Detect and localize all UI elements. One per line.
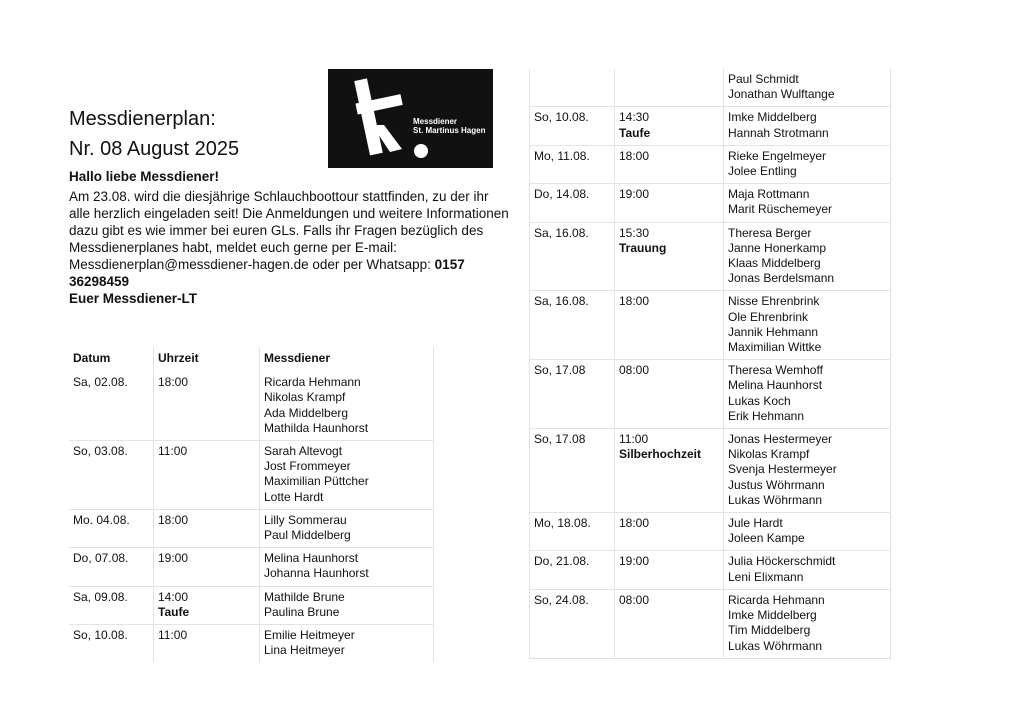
server-name: Nisse Ehrenbrink	[728, 294, 820, 309]
intro-body-text: Am 23.08. wird die diesjährige Schlauchboottour stattfinden, zu der ihr alle herzlich eingeladen seit! Die Anmeldungen und weitere Informationen dazu gibt es wie immer bei euren GLs. Falls ihr Fragen bezüglich des Messdienerplanes habt, meldet euch gerne per E-mail: Messdienerplan@messdiener-hagen.de oder per Whatsapp:	[69, 189, 509, 272]
table-row	[69, 372, 434, 440]
time-text: 14:30	[619, 110, 650, 125]
servers-cell	[724, 184, 891, 222]
intro-text	[69, 168, 509, 307]
time-cell	[615, 429, 724, 513]
server-name: Hannah Strotmann	[728, 125, 829, 140]
date-cell: Do, 21.08.	[530, 551, 615, 589]
table-row	[530, 589, 891, 658]
server-name: Maja Rottmann	[728, 187, 810, 202]
date-cell: So, 17.08	[530, 429, 615, 513]
servers-cell	[260, 372, 434, 440]
servers-cell	[724, 360, 891, 429]
server-name: Emilie Heitmeyer	[264, 628, 355, 643]
servers-cell	[724, 513, 891, 551]
time-cell	[154, 625, 260, 663]
server-name: Marit Rüschemeyer	[728, 202, 833, 217]
servers-cell	[260, 441, 434, 510]
table-row	[530, 429, 891, 513]
server-name: Imke Middelberg	[728, 608, 817, 623]
server-name: Janne Honerkamp	[728, 240, 827, 255]
server-name: Theresa Wemhoff	[728, 363, 823, 378]
server-name: Lukas Wöhrmann	[728, 492, 823, 507]
time-text: 08:00	[619, 363, 650, 378]
servers-cell	[724, 145, 891, 183]
signature: Euer Messdiener-LT	[69, 291, 198, 306]
server-name: Ole Ehrenbrink	[728, 309, 809, 324]
time-cell	[615, 589, 724, 658]
date-cell: Do, 14.08.	[530, 184, 615, 222]
time-cell	[615, 360, 724, 429]
time-text: 11:00	[619, 432, 649, 447]
intro-body	[69, 188, 509, 290]
time-text: 19:00	[619, 554, 650, 569]
date-cell: Sa, 16.08.	[530, 291, 615, 360]
logo-text	[413, 117, 485, 135]
time-text: 19:00	[619, 187, 650, 202]
table-row	[69, 509, 434, 547]
servers-cell	[724, 107, 891, 145]
header-time: Uhrzeit	[154, 347, 260, 372]
server-name: Paulina Brune	[264, 604, 340, 619]
date-cell: So, 10.08.	[530, 107, 615, 145]
server-name: Svenja Hestermeyer	[728, 462, 837, 477]
time-cell	[615, 291, 724, 360]
servers-cell	[260, 625, 434, 663]
server-name: Nikolas Krampf	[264, 390, 346, 405]
date-cell: So, 03.08.	[69, 441, 154, 510]
server-name: Justus Wöhrmann	[728, 477, 825, 492]
server-name: Imke Middelberg	[728, 110, 817, 125]
server-name: Jonas Hestermeyer	[728, 432, 833, 447]
servers-cell	[724, 69, 891, 107]
servers-cell	[724, 222, 891, 291]
server-name: Julia Höckerschmidt	[728, 554, 836, 569]
table-row	[69, 625, 434, 663]
time-cell	[615, 184, 724, 222]
server-name: Maximilian Wittke	[728, 340, 822, 355]
time-text: 18:00	[619, 148, 650, 163]
server-name: Mathilde Brune	[264, 589, 345, 604]
page-title: Messdienerplan:	[69, 108, 216, 130]
greeting: Hallo liebe Messdiener!	[69, 169, 220, 184]
date-cell: Sa, 16.08.	[530, 222, 615, 291]
time-text: 08:00	[619, 592, 650, 607]
server-name: Klaas Middelberg	[728, 256, 821, 271]
page-subtitle: Nr. 08 August 2025	[69, 138, 240, 160]
server-name: Jolee Entling	[728, 164, 797, 179]
server-name: Ricarda Hehmann	[264, 375, 361, 390]
server-name: Lotte Hardt	[264, 489, 324, 504]
header-servers: Messdiener	[260, 347, 434, 372]
table-row	[530, 291, 891, 360]
server-name: Paul Schmidt	[728, 72, 799, 86]
servers-cell	[724, 551, 891, 589]
time-cell	[615, 222, 724, 291]
phone-number: 0157 36298459	[69, 257, 465, 289]
server-name: Nikolas Krampf	[728, 447, 810, 462]
table-row	[530, 184, 891, 222]
server-name: Jannik Hehmann	[728, 324, 819, 339]
time-cell	[154, 441, 260, 510]
header-date: Datum	[73, 351, 111, 365]
servers-cell	[724, 589, 891, 658]
time-cell	[615, 513, 724, 551]
date-cell: So, 17.08	[530, 360, 615, 429]
server-name: Rieke Engelmeyer	[728, 148, 827, 163]
server-name: Erik Hehmann	[728, 408, 805, 423]
time-text: 15:30	[619, 225, 650, 240]
time-cell	[615, 107, 724, 145]
server-name: Joleen Kampe	[728, 531, 805, 546]
server-name: Melina Haunhorst	[264, 551, 359, 566]
table-row	[530, 551, 891, 589]
table-row	[530, 513, 891, 551]
table-row	[530, 69, 891, 107]
time-text: 14:00	[158, 589, 189, 604]
time-cell	[154, 548, 260, 586]
date-cell: Mo. 04.08.	[69, 509, 154, 547]
server-name: Jonas Berdelsmann	[728, 271, 835, 286]
time-cell	[615, 551, 724, 589]
time-cell	[154, 372, 260, 440]
table-row	[530, 360, 891, 429]
time-cell	[615, 145, 724, 183]
server-name: Maximilian Püttcher	[264, 474, 369, 489]
server-name: Tim Middelberg	[728, 623, 811, 638]
server-name: Sarah Altevogt	[264, 444, 343, 459]
date-cell: Mo, 11.08.	[530, 145, 615, 183]
date-cell: So, 10.08.	[69, 625, 154, 663]
server-name: Mathilda Haunhorst	[264, 420, 369, 435]
server-name: Jule Hardt	[728, 516, 783, 531]
time-cell	[154, 586, 260, 624]
date-cell: Sa, 02.08.	[73, 375, 128, 390]
occasion-label: Taufe	[158, 604, 190, 619]
occasion-label: Taufe	[619, 125, 651, 140]
server-name: Lukas Koch	[728, 393, 791, 408]
server-name: Jonathan Wulftange	[728, 87, 835, 102]
table-row	[530, 145, 891, 183]
servers-cell	[260, 586, 434, 624]
table-row	[530, 222, 891, 291]
server-name: Lukas Wöhrmann	[728, 638, 823, 653]
date-cell: Sa, 09.08.	[69, 586, 154, 624]
server-name: Melina Haunhorst	[728, 378, 823, 393]
servers-cell	[260, 548, 434, 586]
servers-cell	[260, 509, 434, 547]
time-text: 18:00	[619, 294, 650, 309]
table-row	[69, 441, 434, 510]
date-cell: Mo, 18.08.	[530, 513, 615, 551]
time-cell	[615, 69, 724, 107]
server-name: Ada Middelberg	[264, 405, 349, 420]
occasion-label: Trauung	[619, 240, 667, 255]
time-cell	[154, 509, 260, 547]
table-row	[69, 586, 434, 624]
server-name: Lilly Sommerau	[264, 512, 347, 527]
server-name: Ricarda Hehmann	[728, 592, 825, 607]
server-name: Lina Heitmeyer	[264, 643, 345, 658]
time-text: 18:00	[158, 512, 189, 527]
server-name: Leni Elixmann	[728, 569, 804, 584]
server-name: Theresa Berger	[728, 225, 812, 240]
logo-line-1: Messdiener	[413, 117, 458, 126]
schedule-table-left	[69, 347, 434, 662]
logo-line-2: St. Martinus Hagen	[413, 126, 486, 135]
server-name: Johanna Haunhorst	[264, 566, 369, 581]
schedule-table-right	[529, 69, 891, 659]
time-text: 11:00	[158, 628, 188, 643]
servers-cell	[724, 291, 891, 360]
time-text: 19:00	[158, 551, 189, 566]
time-text: 18:00	[158, 375, 189, 390]
server-name: Paul Middelberg	[264, 528, 351, 543]
date-cell: Do, 07.08.	[69, 548, 154, 586]
servers-cell	[724, 429, 891, 513]
logo	[328, 69, 493, 168]
time-text: 11:00	[158, 444, 188, 459]
occasion-label: Silberhochzeit	[619, 447, 702, 462]
time-text: 18:00	[619, 516, 650, 531]
table-row	[69, 548, 434, 586]
server-name: Jost Frommeyer	[264, 459, 351, 474]
date-cell	[530, 69, 615, 107]
date-cell: So, 24.08.	[530, 589, 615, 658]
table-row	[530, 107, 891, 145]
